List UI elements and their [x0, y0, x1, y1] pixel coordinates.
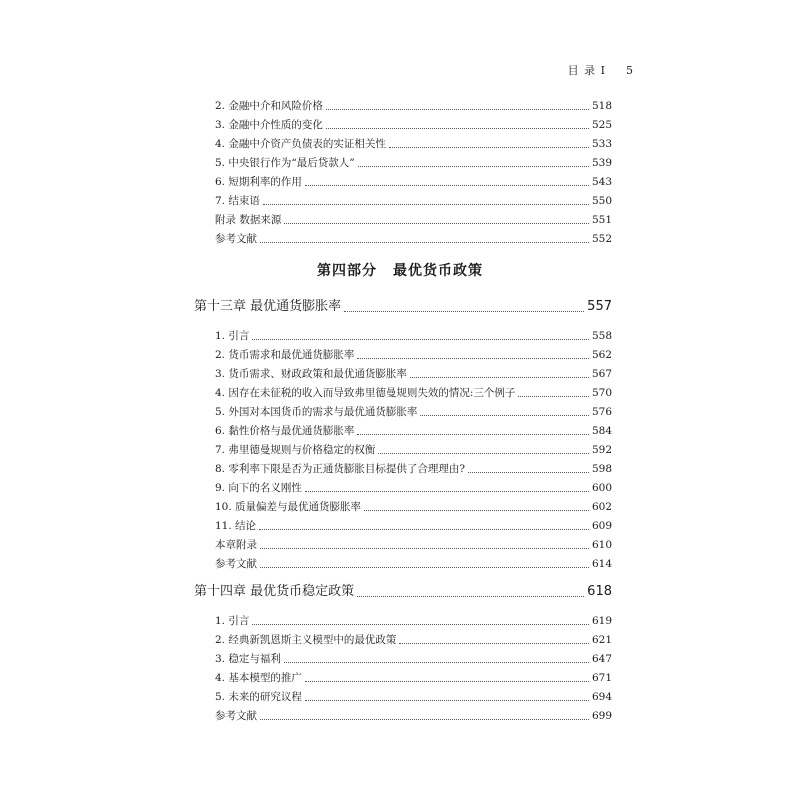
- leader-dots: [364, 499, 589, 511]
- toc-entry-title: 6. 黏性价格与最优通货膨胀率: [215, 425, 355, 437]
- toc-entry-title: 4. 基本模型的推广: [215, 672, 302, 684]
- toc-entry-title: 1. 引言: [215, 330, 250, 342]
- part-number: 第四部分: [317, 263, 377, 279]
- toc-entry[interactable]: [215, 423, 612, 439]
- toc-entry-title: 2. 货币需求和最优通货膨胀率: [215, 349, 355, 361]
- leader-dots: [378, 442, 589, 454]
- leader-dots: [263, 193, 589, 205]
- toc-entry[interactable]: [215, 404, 612, 420]
- toc-entry-title: 5. 未来的研究议程: [215, 691, 302, 703]
- toc-entry[interactable]: [215, 347, 612, 363]
- toc-entry-page: 621: [591, 634, 612, 646]
- toc-entry-page: 647: [591, 653, 612, 665]
- toc-entry-title: 4. 因存在未征税的收入而导致弗里德曼规则失效的情况:三个例子: [215, 387, 516, 399]
- toc-entry-title: 参考文献: [215, 710, 257, 722]
- leader-dots: [260, 708, 589, 720]
- leader-dots: [389, 136, 589, 148]
- toc-entry-page: 671: [591, 672, 612, 684]
- toc-entry-page: 576: [591, 406, 612, 418]
- leader-dots: [305, 480, 589, 492]
- toc-entry-page: 525: [591, 119, 612, 131]
- toc-entry-title: 5. 外国对本国货币的需求与最优通货膨胀率: [215, 406, 418, 418]
- leader-dots: [252, 328, 589, 340]
- toc-entry[interactable]: [215, 174, 612, 190]
- leader-dots: [357, 423, 589, 435]
- toc-entry-page: 614: [591, 558, 612, 570]
- leader-dots: [284, 212, 589, 224]
- leader-dots: [357, 347, 589, 359]
- leader-dots: [260, 231, 589, 243]
- toc-entry-title: 1. 引言: [215, 615, 250, 627]
- toc-entry[interactable]: [215, 385, 612, 401]
- toc-entry-title: 5. 中央银行作为“最后贷款人”: [215, 157, 355, 169]
- toc-entry[interactable]: [215, 328, 612, 344]
- toc-entry[interactable]: [215, 461, 612, 477]
- leader-dots: [259, 518, 589, 530]
- toc-entry-title: 本章附录: [215, 539, 257, 551]
- toc-entry-title: 4. 金融中介资产负债表的实证相关性: [215, 138, 386, 150]
- toc-entry[interactable]: [215, 651, 612, 667]
- toc-entry-title: 附录 数据来源: [215, 214, 282, 226]
- toc-entry[interactable]: [215, 632, 612, 648]
- leader-dots: [410, 366, 589, 378]
- toc-entry[interactable]: [215, 499, 612, 515]
- toc-entry-page: 694: [591, 691, 612, 703]
- toc-entry[interactable]: [215, 518, 612, 534]
- toc-entry[interactable]: [215, 442, 612, 458]
- toc-entry[interactable]: [215, 193, 612, 209]
- toc-entry-page: 602: [591, 501, 612, 513]
- toc-entry[interactable]: [215, 155, 612, 171]
- toc-entry-title: 10. 质量偏差与最优通货膨胀率: [215, 501, 362, 513]
- leader-dots: [518, 385, 589, 397]
- toc-entry[interactable]: [215, 212, 612, 228]
- leader-dots: [305, 174, 589, 186]
- toc-entry-title: 7. 结束语: [215, 195, 260, 207]
- leader-dots: [420, 404, 589, 416]
- leader-dots: [468, 461, 589, 473]
- leader-dots: [357, 582, 584, 597]
- toc-entry[interactable]: [215, 670, 612, 686]
- toc-entry[interactable]: [215, 480, 612, 496]
- leader-dots: [344, 297, 584, 312]
- chapter-entry[interactable]: [194, 582, 612, 602]
- toc-entry[interactable]: [215, 689, 612, 705]
- chapter-entry[interactable]: [194, 297, 612, 317]
- toc-entry-title: 11. 结论: [215, 520, 257, 532]
- leader-dots: [326, 98, 589, 110]
- toc-entry[interactable]: [215, 117, 612, 133]
- toc-entry-page: 567: [591, 368, 612, 380]
- toc-entry-page: 558: [591, 330, 612, 342]
- toc-entry-title: 参考文献: [215, 233, 257, 245]
- toc-entry[interactable]: [215, 613, 612, 629]
- chapter-title: 第十四章 最优货币稳定政策: [194, 584, 355, 599]
- toc-entry-page: 552: [591, 233, 612, 245]
- toc-entry-page: 610: [591, 539, 612, 551]
- toc-entry[interactable]: [215, 366, 612, 382]
- toc-entry-page: 592: [591, 444, 612, 456]
- leader-dots: [305, 689, 589, 701]
- leader-dots: [399, 632, 589, 644]
- toc-entry-title: 8. 零利率下限是否为正通货膨胀目标提供了合理理由?: [215, 463, 465, 475]
- leader-dots: [252, 613, 589, 625]
- toc-entry-title: 6. 短期利率的作用: [215, 176, 302, 188]
- part-title: 最优货币政策: [393, 263, 483, 279]
- leader-dots: [260, 556, 589, 568]
- toc-entry-page: 562: [591, 349, 612, 361]
- header-page-number: 5: [626, 64, 634, 77]
- toc-entry-title: 参考文献: [215, 558, 257, 570]
- running-header: [568, 62, 634, 78]
- part-heading[interactable]: [0, 260, 800, 280]
- toc-entry-page: 533: [591, 138, 612, 150]
- toc-entry-page: 550: [591, 195, 612, 207]
- toc-entry[interactable]: [215, 708, 612, 724]
- toc-entry-title: 7. 弗里德曼规则与价格稳定的权衡: [215, 444, 376, 456]
- toc-entry-title: 9. 向下的名义刚性: [215, 482, 302, 494]
- leader-dots: [326, 117, 589, 129]
- toc-entry-page: 584: [591, 425, 612, 437]
- leader-dots: [358, 155, 589, 167]
- toc-entry-title: 2. 金融中介和风险价格: [215, 100, 323, 112]
- chapter-page: 618: [587, 584, 612, 599]
- chapter-page: 557: [587, 299, 612, 314]
- toc-entry-page: 518: [591, 100, 612, 112]
- toc-entry[interactable]: [215, 231, 612, 247]
- chapter-title: 第十三章 最优通货膨胀率: [194, 299, 342, 314]
- header-label: 目 录 I: [567, 64, 606, 77]
- toc-entry-page: 551: [591, 214, 612, 226]
- toc-entry-page: 539: [591, 157, 612, 169]
- leader-dots: [260, 537, 589, 549]
- toc-entry-page: 699: [591, 710, 612, 722]
- toc-entry-title: 3. 稳定与福利: [215, 653, 281, 665]
- toc-entry-page: 543: [591, 176, 612, 188]
- toc-entry[interactable]: [215, 537, 612, 553]
- toc-entry-page: 598: [591, 463, 612, 475]
- toc-entry-page: 570: [591, 387, 612, 399]
- toc-entry-title: 2. 经典新凯恩斯主义模型中的最优政策: [215, 634, 397, 646]
- leader-dots: [305, 670, 589, 682]
- toc-entry-page: 600: [591, 482, 612, 494]
- toc-entry-page: 609: [591, 520, 612, 532]
- toc-entry[interactable]: [215, 136, 612, 152]
- toc-entry[interactable]: [215, 98, 612, 114]
- toc-entry-page: 619: [591, 615, 612, 627]
- toc-entry-title: 3. 货币需求、财政政策和最优通货膨胀率: [215, 368, 407, 380]
- toc-entry[interactable]: [215, 556, 612, 572]
- toc-entry-title: 3. 金融中介性质的变化: [215, 119, 323, 131]
- leader-dots: [284, 651, 589, 663]
